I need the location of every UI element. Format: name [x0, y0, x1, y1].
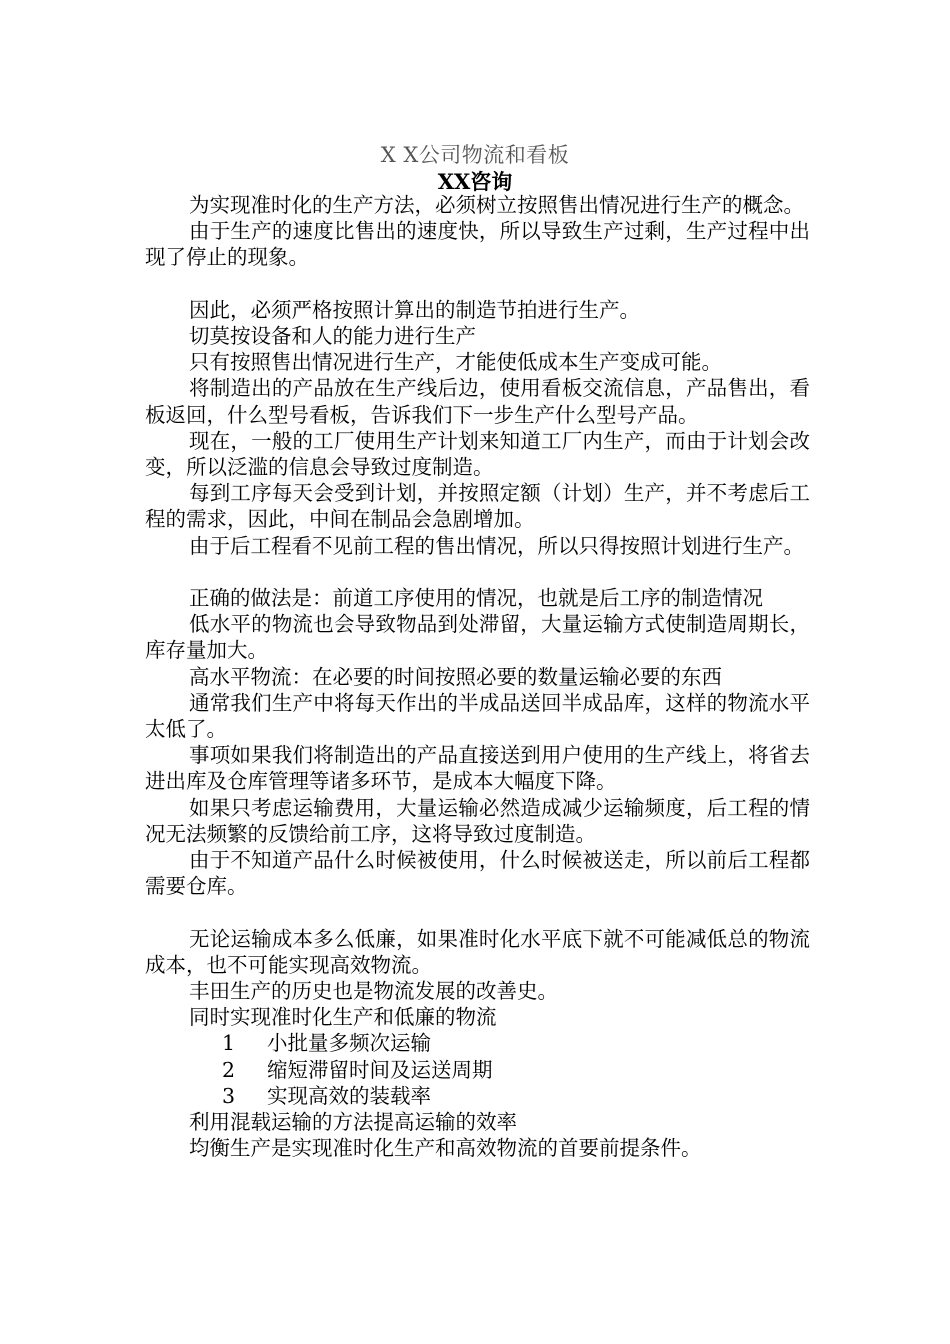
paragraph: 由于生产的速度比售出的速度快，所以导致生产过剩，生产过程中出现了停止的现象。 [145, 219, 810, 270]
paragraph: 事项如果我们将制造出的产品直接送到用户使用的生产线上，将省去进出库及仓库管理等诸多环节，是成本大幅度下降。 [145, 743, 810, 794]
blank-line [145, 559, 810, 585]
paragraph: 只有按照售出情况进行生产，才能使低成本生产变成可能。 [189, 350, 722, 375]
list-item-text: 小批量多频次运输 [267, 1031, 431, 1056]
paragraph: 利用混载运输的方法提高运输的效率 [189, 1110, 517, 1135]
paragraph: 低水平的物流也会导致物品到处滞留，大量运输方式使制造周期长，库存量加大。 [145, 612, 810, 663]
list-item-number: 1 [222, 1031, 236, 1056]
paragraph: 均衡生产是实现准时化生产和高效物流的首要前提条件。 [189, 1136, 702, 1161]
list-item-text: 实现高效的装载率 [267, 1083, 431, 1108]
paragraph: 将制造出的产品放在生产线后边，使用看板交流信息，产品售出，看板返回，什么型号看板，告诉我们下一步生产什么型号产品。 [145, 376, 810, 427]
blank-line [145, 899, 810, 925]
paragraph: 由于后工程看不见前工程的售出情况，所以只得按照计划进行生产。 [189, 533, 804, 558]
document-subtitle: XX咨询 [437, 169, 513, 194]
paragraph: 由于不知道产品什么时候被使用，什么时候被送走，所以前后工程都需要仓库。 [145, 848, 810, 899]
list-item-number: 3 [222, 1083, 236, 1108]
paragraph: 通常我们生产中将每天作出的半成品送回半成品库，这样的物流水平太低了。 [145, 690, 810, 742]
paragraph: 每到工序每天会受到计划，并按照定额（计划）生产，并不考虑后工程的需求，因此，中间在制品会急剧增加。 [145, 481, 810, 532]
paragraph: 正确的做法是：前道工序使用的情况，也就是后工序的制造情况 [189, 586, 763, 611]
paragraph: 切莫按设备和人的能力进行生产 [189, 324, 476, 348]
paragraph: 无论运输成本多么低廉，如果准时化水平底下就不可能减低总的物流成本，也不可能实现高效物流。 [145, 926, 810, 977]
document-title: X X公司物流和看板 [380, 143, 570, 167]
blank-line [145, 271, 810, 297]
document-body [145, 192, 810, 1161]
paragraph: 因此，必须严格按照计算出的制造节拍进行生产。 [189, 297, 640, 322]
list-item [145, 1083, 810, 1109]
paragraph: 为实现准时化的生产方法，必须树立按照售出情况进行生产的概念。 [189, 193, 804, 217]
list-item [145, 1030, 810, 1056]
paragraph: 丰田生产的历史也是物流发展的改善史。 [189, 979, 558, 1004]
paragraph: 现在，一般的工厂使用生产计划来知道工厂内生产，而由于计划会改变，所以泛滥的信息会导致过度制造。 [145, 428, 810, 480]
paragraph: 高水平物流：在必要的时间按照必要的数量运输必要的东西 [189, 664, 722, 689]
list-item [145, 1057, 810, 1083]
list-item-text: 缩短滞留时间及运送周期 [267, 1057, 493, 1082]
paragraph: 如果只考虑运输费用，大量运输必然造成减少运输频度，后工程的情况无法频繁的反馈给前工序，这将导致过度制造。 [145, 795, 810, 846]
list-item-number: 2 [222, 1057, 236, 1082]
paragraph: 同时实现准时化生产和低廉的物流 [189, 1005, 497, 1030]
